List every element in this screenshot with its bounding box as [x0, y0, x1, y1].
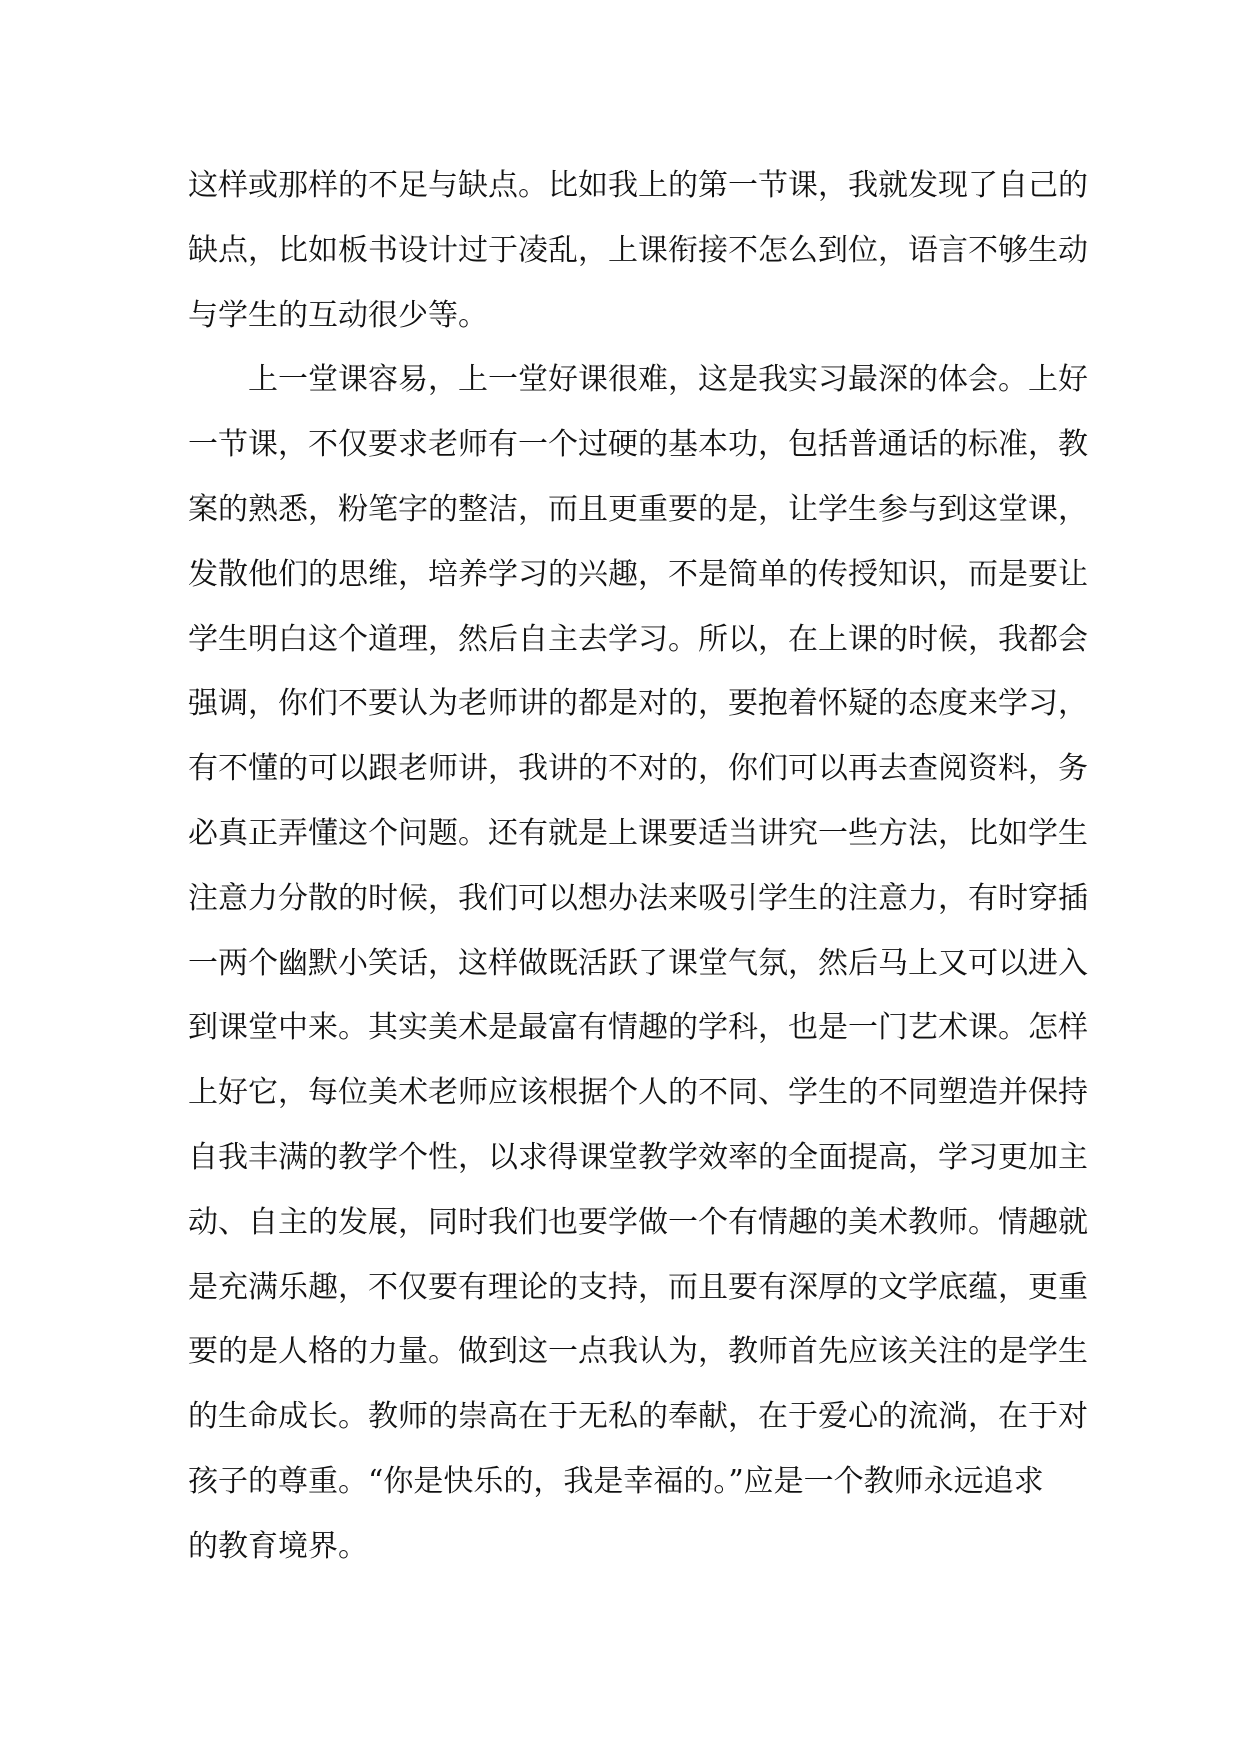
text-line: 上好它，每位美术老师应该根据个人的不同、学生的不同塑造并保持 — [188, 1075, 1088, 1111]
text-line: 的生命成长。教师的崇高在于无私的奉献，在于爱心的流淌，在于对 — [188, 1399, 1088, 1435]
text-line: 是充满乐趣，不仅要有理论的支持，而且要有深厚的文学底蕴，更重 — [188, 1269, 1088, 1305]
document-body — [188, 154, 1088, 1580]
text-line: 有不懂的可以跟老师讲，我讲的不对的，你们可以再去查阅资料，务 — [188, 751, 1088, 787]
text-line: 必真正弄懂这个问题。还有就是上课要适当讲究一些方法，比如学生 — [188, 815, 1088, 851]
text-line: 强调，你们不要认为老师讲的都是对的，要抱着怀疑的态度来学习， — [188, 686, 1088, 722]
text-line: 注意力分散的时候，我们可以想办法来吸引学生的注意力，有时穿插 — [188, 880, 1088, 916]
text-line: 发散他们的思维，培养学习的兴趣，不是简单的传授知识，而是要让 — [188, 556, 1088, 592]
text-line: 一两个幽默小笑话，这样做既活跃了课堂气氛，然后马上又可以进入 — [188, 945, 1088, 981]
text-line: 自我丰满的教学个性，以求得课堂教学效率的全面提高，学习更加主 — [188, 1139, 1088, 1175]
text-line: 案的熟悉，粉笔字的整洁，而且更重要的是，让学生参与到这堂课， — [188, 491, 1088, 527]
text-line: 一节课，不仅要求老师有一个过硬的基本功，包括普通话的标准，教 — [188, 427, 1088, 463]
text-line: 到课堂中来。其实美术是最富有情趣的学科，也是一门艺术课。怎样 — [188, 1010, 1088, 1046]
text-line: 动、自主的发展，同时我们也要学做一个有情趣的美术教师。情趣就 — [188, 1204, 1088, 1240]
text-line: 要的是人格的力量。做到这一点我认为，教师首先应该关注的是学生 — [188, 1334, 1088, 1370]
text-line: 缺点，比如板书设计过于凌乱，上课衔接不怎么到位，语言不够生动 — [188, 232, 1088, 268]
text-line: 的教育境界。 — [188, 1528, 368, 1564]
text-line: 这样或那样的不足与缺点。比如我上的第一节课，我就发现了自己的 — [188, 168, 1088, 203]
text-line: 与学生的互动很少等。 — [188, 297, 488, 333]
text-line: 孩子的尊重。“你是快乐的，我是幸福的。”应是一个教师永远追求 — [188, 1463, 1044, 1499]
text-line: 上一堂课容易，上一堂好课很难，这是我实习最深的体会。上好 — [248, 362, 1088, 398]
text-line: 学生明白这个道理，然后自主去学习。所以，在上课的时候，我都会 — [188, 621, 1088, 657]
